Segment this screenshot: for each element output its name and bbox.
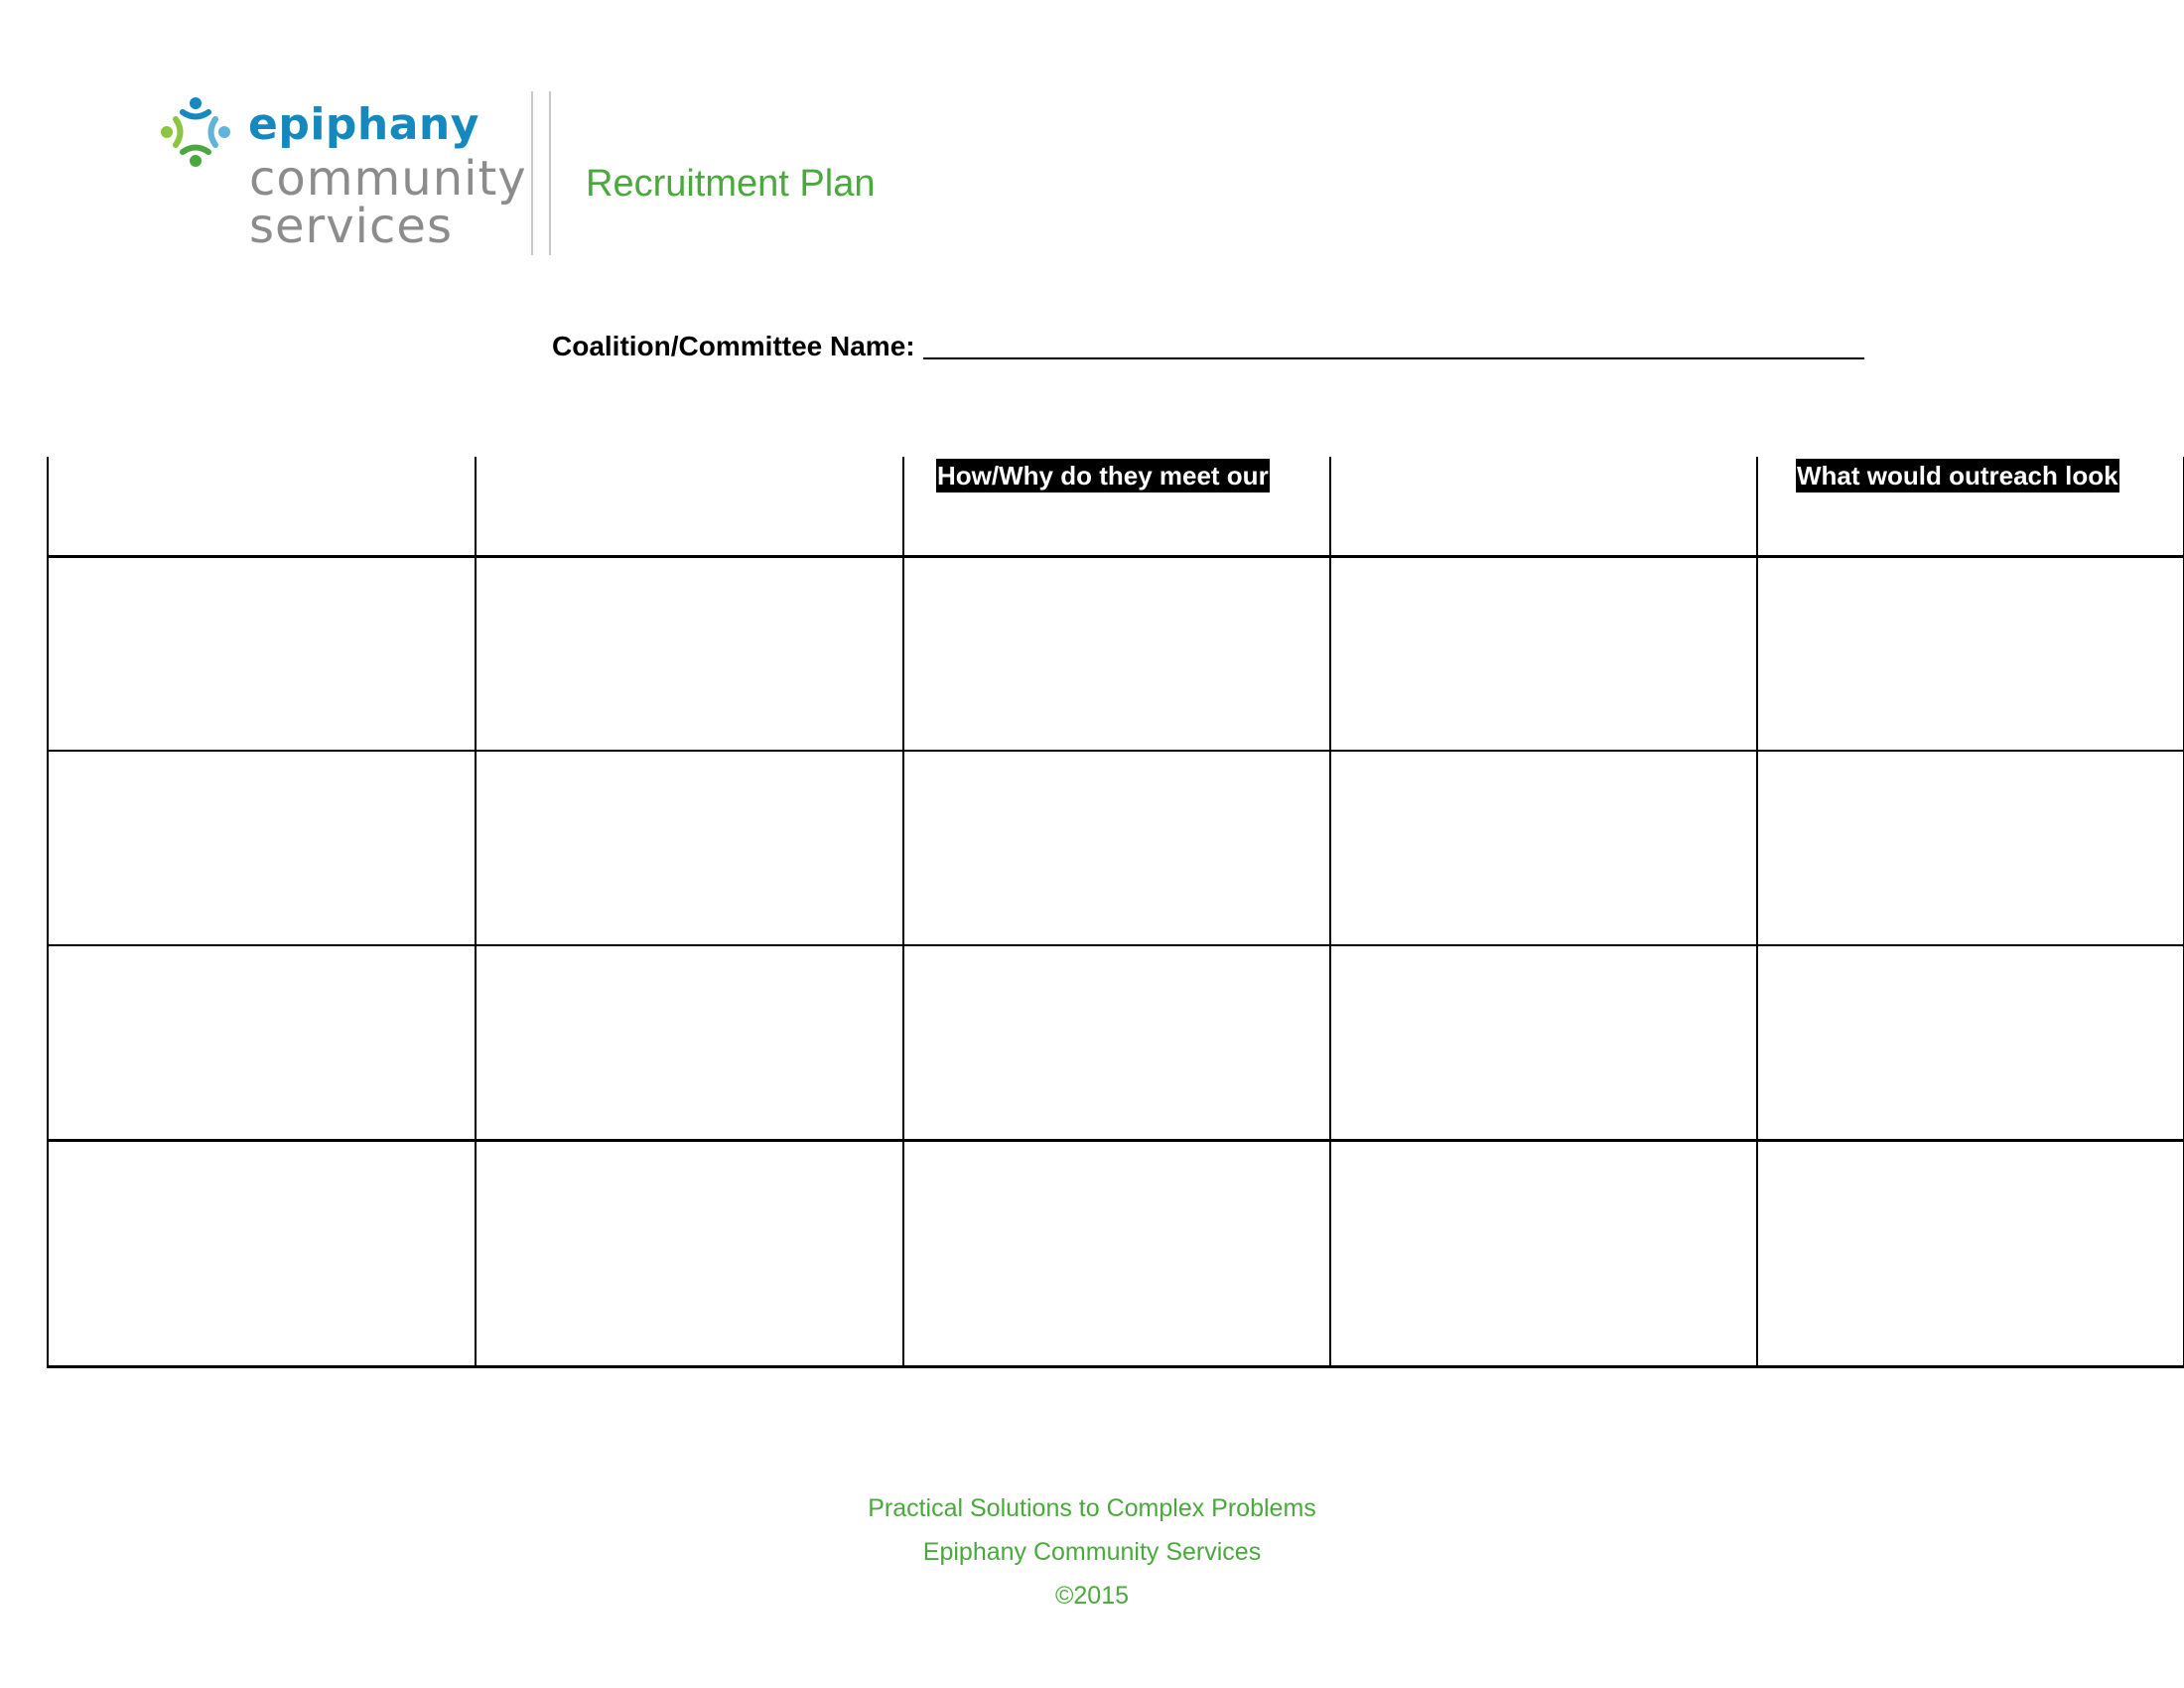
coalition-name-label: Coalition/Committee Name: bbox=[552, 331, 915, 361]
row-divider-2 bbox=[47, 944, 2184, 946]
row-divider-3 bbox=[47, 1139, 2184, 1142]
column-divider-3 bbox=[1329, 457, 1331, 1368]
logo-divider-right bbox=[549, 91, 551, 255]
logo-epiphany-text: epiphany bbox=[248, 99, 479, 150]
column-divider-2 bbox=[902, 457, 904, 1368]
recruitment-plan-table bbox=[47, 457, 2184, 1368]
table-border-bottom bbox=[47, 1365, 2184, 1368]
logo-community-text: community bbox=[249, 151, 527, 207]
row-divider-1 bbox=[47, 750, 2184, 752]
column-divider-1 bbox=[475, 457, 477, 1368]
column-header-how-why: How/Why do they meet our bbox=[937, 461, 1269, 491]
column-divider-4 bbox=[1756, 457, 1758, 1368]
logo-services-text: services bbox=[249, 199, 453, 254]
coalition-name-row bbox=[552, 331, 1864, 362]
column-header-outreach: What would outreach look bbox=[1797, 461, 2118, 491]
footer-organization: Epiphany Community Services bbox=[922, 1538, 1262, 1566]
epiphany-logo bbox=[159, 95, 527, 254]
footer-tagline: Practical Solutions to Complex Problems bbox=[868, 1494, 1316, 1522]
header-row-divider bbox=[47, 555, 2184, 558]
document-title: Recruitment Plan bbox=[586, 163, 876, 205]
footer-copyright: ©2015 bbox=[1054, 1582, 1130, 1610]
logo-divider-left bbox=[531, 91, 533, 255]
coalition-name-field[interactable] bbox=[923, 332, 1864, 359]
epiphany-people-icon bbox=[159, 95, 232, 169]
table-border-left bbox=[47, 457, 49, 1368]
